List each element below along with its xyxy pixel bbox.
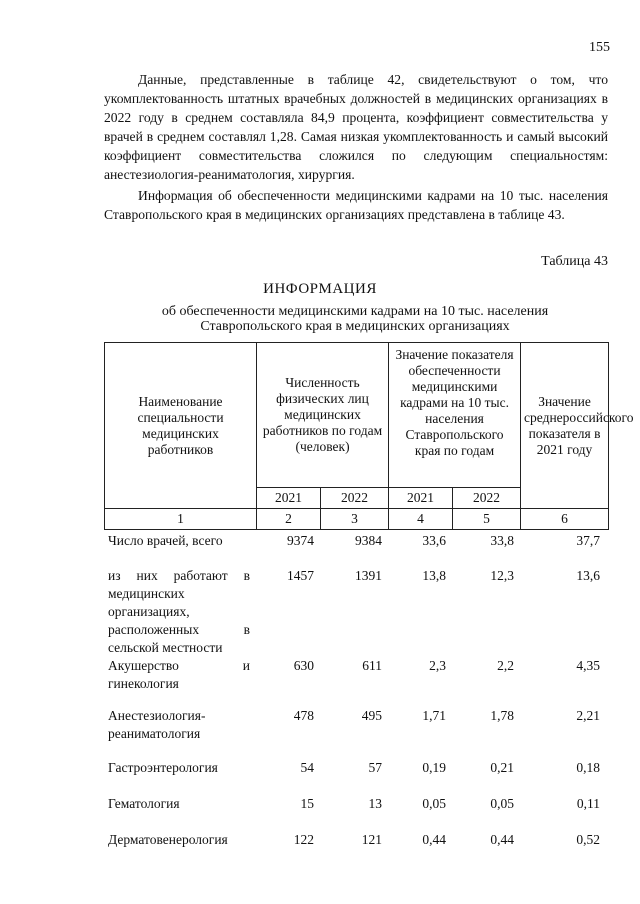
row-name: Гематология [108, 796, 180, 811]
cell-count-2021: 478 [293, 708, 314, 723]
cell-indicator-2022: 33,8 [490, 533, 514, 548]
row-name: из них работают в медицинских организациях, расположенных в сельской местности [108, 568, 250, 655]
column-number: 6 [521, 509, 609, 530]
cell-count-2022: 1391 [355, 568, 382, 583]
cell-indicator-2021: 0,19 [422, 760, 446, 775]
table-row [104, 530, 608, 567]
cell-national: 0,52 [576, 832, 600, 847]
document-subtitle: об обеспеченности медицинскими кадрами на 10 тыс. населения Ставропольского края в медицинских организациях [161, 304, 549, 334]
cell-indicator-2022: 12,3 [490, 568, 514, 583]
year-label: 2022 [453, 488, 521, 509]
staffing-table [104, 342, 634, 861]
cell-count-2022: 495 [361, 708, 382, 723]
cell-indicator-2022: 2,2 [497, 658, 514, 673]
cell-count-2022: 13 [368, 796, 382, 811]
row-name: Число врачей, всего [108, 533, 223, 548]
cell-indicator-2022: 1,78 [490, 708, 514, 723]
cell-count-2021: 54 [300, 760, 314, 775]
table-row [104, 657, 608, 707]
cell-indicator-2021: 0,44 [422, 832, 446, 847]
cell-national: 4,35 [576, 658, 600, 673]
header-indicator: Значение показателя обеспеченности медицинскими кадрами на 10 тыс. населения Ставропольского края по годам [389, 343, 521, 488]
column-number: 3 [321, 509, 389, 530]
body-paragraph: Информация об обеспеченности медицинскими кадрами на 10 тыс. населения Ставропольского края в медицинских организациях представлена в таблице 43. [104, 188, 608, 222]
table-header [104, 342, 634, 530]
cell-indicator-2021: 0,05 [422, 796, 446, 811]
header-national: Значение среднероссийского показателя в 2021 году [521, 343, 609, 509]
cell-indicator-2021: 1,71 [422, 708, 446, 723]
table-row [104, 759, 608, 795]
cell-count-2021: 15 [300, 796, 314, 811]
year-label: 2021 [257, 488, 321, 509]
column-number: 5 [453, 509, 521, 530]
year-label: 2022 [321, 488, 389, 509]
cell-count-2022: 57 [368, 760, 382, 775]
cell-national: 0,11 [576, 796, 600, 811]
cell-national: 37,7 [576, 533, 600, 548]
page-number: 155 [589, 40, 610, 55]
cell-indicator-2021: 13,8 [422, 568, 446, 583]
row-name: Акушерство и гинекология [108, 658, 250, 691]
cell-indicator-2021: 33,6 [422, 533, 446, 548]
cell-national: 2,21 [576, 708, 600, 723]
cell-count-2022: 9384 [355, 533, 382, 548]
cell-count-2022: 611 [362, 658, 382, 673]
table-body [104, 530, 608, 861]
body-paragraph: Данные, представленные в таблице 42, свидетельствуют о том, что укомплектованность штатных врачебных должностей в медицинских организациях в 2022 году в среднем составляла 84,9 процента, коэффициент совместительства у врачей в среднем составлял 1,28. Самая низкая укомплектованность и самый высокий коэффициент совместительства сложился по следующим специальностям: анестезиология-реаниматология, хирургия. [104, 72, 608, 182]
cell-indicator-2022: 0,05 [490, 796, 514, 811]
column-number: 1 [105, 509, 257, 530]
document-title: ИНФОРМАЦИЯ [263, 281, 377, 297]
table-caption: Таблица 43 [541, 254, 608, 269]
cell-indicator-2021: 2,3 [429, 658, 446, 673]
cell-count-2021: 630 [293, 658, 314, 673]
year-label: 2021 [389, 488, 453, 509]
cell-count-2022: 121 [361, 832, 382, 847]
table-row [104, 795, 608, 831]
cell-national: 0,18 [576, 760, 600, 775]
header-headcount: Численность физических лиц медицинских работников по годам (человек) [257, 343, 389, 488]
row-name: Анестезиология-реаниматология [108, 708, 206, 741]
row-name: Гастроэнтерология [108, 760, 218, 775]
cell-indicator-2022: 0,44 [490, 832, 514, 847]
cell-count-2021: 122 [293, 832, 314, 847]
column-number: 2 [257, 509, 321, 530]
row-name: Дерматовенерология [108, 832, 228, 847]
cell-national: 13,6 [576, 568, 600, 583]
cell-indicator-2022: 0,21 [490, 760, 514, 775]
table-row [104, 707, 608, 759]
column-number: 4 [389, 509, 453, 530]
cell-count-2021: 1457 [287, 568, 314, 583]
header-specialty: Наименование специальности медицинских работников [105, 343, 257, 509]
table-row [104, 831, 608, 861]
cell-count-2021: 9374 [287, 533, 314, 548]
table-row [104, 567, 608, 657]
